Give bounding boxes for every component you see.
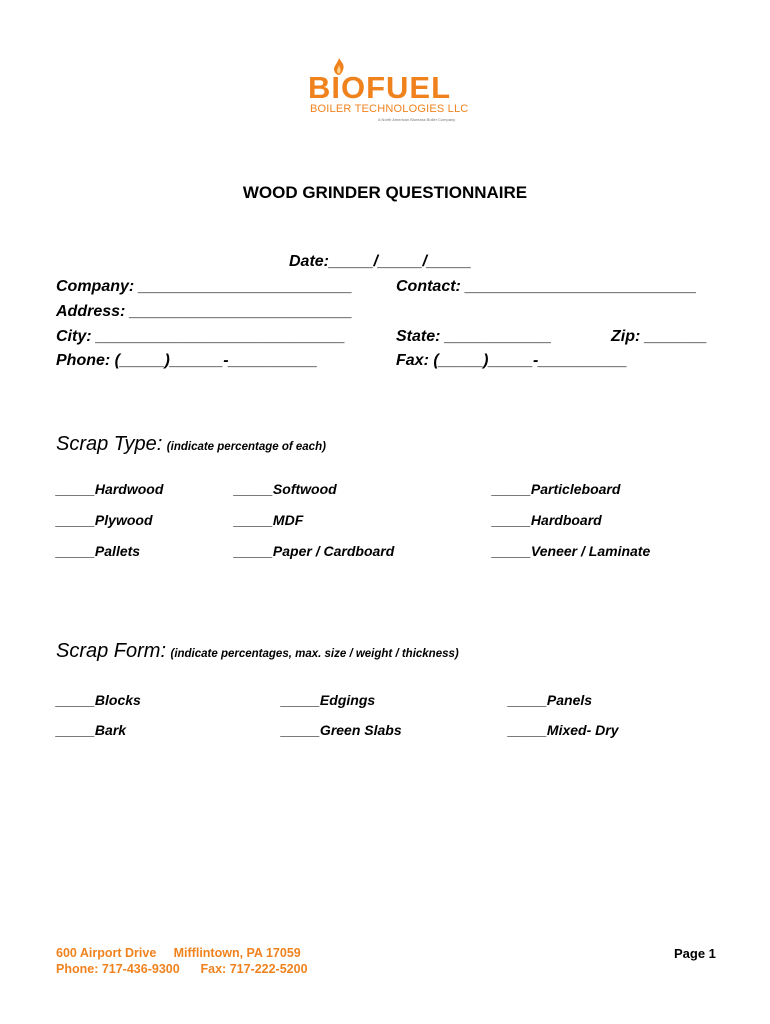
scrap-type-mdf[interactable]: _____MDF [234,512,304,528]
scrap-type-particleboard[interactable]: _____Particleboard [492,481,621,497]
scrap-form-note: (indicate percentages, max. size / weight / thickness) [170,648,459,660]
document-title: WOOD GRINDER QUESTIONNAIRE [242,183,528,202]
scrap-type-hardboard[interactable]: _____Hardboard [492,512,602,528]
scrap-form-heading: Scrap Form: [56,640,167,662]
state-field[interactable]: State: ____________ [396,328,552,345]
scrap-type-heading: Scrap Type: [56,433,163,455]
biofuel-logo [300,58,470,130]
phone-field[interactable]: Phone: (_____)______-__________ [56,352,318,369]
scrap-form-header [56,640,459,663]
scrap-form-blocks[interactable]: _____Blocks [56,692,141,708]
logo-brand: BIOFUEL [308,70,452,105]
scrap-form-panels[interactable]: _____Panels [508,692,593,708]
scrap-type-note: (indicate percentage of each) [166,441,326,453]
scrap-form-edgings[interactable]: _____Edgings [281,692,376,708]
scrap-type-softwood[interactable]: _____Softwood [234,481,337,497]
scrap-type-header [56,433,326,456]
scrap-type-paper-cardboard[interactable]: _____Paper / Cardboard [234,543,395,559]
scrap-type-plywood[interactable]: _____Plywood [56,512,153,528]
footer-phone-fax: Phone: 717-436-9300 Fax: 717-222-5200 [56,962,308,976]
fax-field[interactable]: Fax: (_____)_____-__________ [396,352,628,369]
page-number: Page 1 [674,946,716,961]
address-field[interactable]: Address: _________________________ [56,303,353,320]
city-field[interactable]: City: ____________________________ [56,328,346,345]
company-field[interactable]: Company: ________________________ [56,278,353,295]
date-field[interactable]: Date:_____/_____/_____ [289,253,472,270]
scrap-type-veneer-laminate[interactable]: _____Veneer / Laminate [492,543,651,559]
logo-subtitle: BOILER TECHNOLOGIES LLC [310,103,469,115]
zip-field[interactable]: Zip: _______ [611,328,708,345]
scrap-type-hardwood[interactable]: _____Hardwood [56,481,164,497]
logo-tagline: A North American Biomass Boiler Company [378,117,456,122]
scrap-type-pallets[interactable]: _____Pallets [56,543,141,559]
contact-field[interactable]: Contact: __________________________ [396,278,697,295]
scrap-form-bark[interactable]: _____Bark [56,722,127,738]
scrap-form-mixed-dry[interactable]: _____Mixed- Dry [508,722,619,738]
scrap-form-green-slabs[interactable]: _____Green Slabs [281,722,402,738]
footer-address: 600 Airport Drive Mifflintown, PA 17059 [56,946,301,960]
